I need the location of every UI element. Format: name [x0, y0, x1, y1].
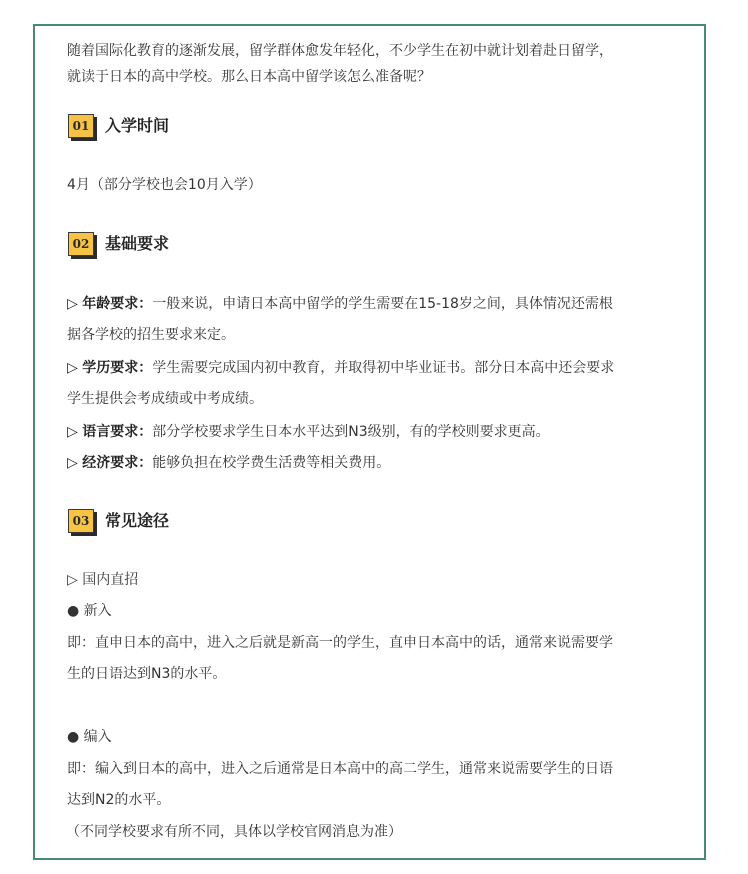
requirement-text: 一般来说，申请日本高中留学的学生需要在15-18岁之间，具体情况还需根 [152, 296, 613, 312]
route-new-entry-line-1: 即：直申日本的高中，进入之后就是新高一的学生，直申日本高中的话，通常来说需要学 [67, 635, 613, 651]
requirement-language [67, 421, 550, 443]
section-title: 入学时间 [105, 116, 170, 135]
section-number-badge: 01 [68, 114, 94, 138]
triangle-marker-icon: ▷ [67, 455, 78, 471]
routes-note: （不同学校要求有所不同，具体以学校官网消息为准） [66, 824, 402, 840]
route-new-entry-line-2: 生的日语达到N3的水平。 [67, 666, 227, 682]
requirement-text: 能够负担在校学费生活费等相关费用。 [152, 455, 391, 471]
triangle-marker-icon: ▷ [67, 424, 78, 440]
requirement-label: 学历要求： [82, 360, 153, 376]
requirement-age [67, 293, 613, 315]
requirement-label: 语言要求： [82, 424, 153, 440]
requirement-education [67, 357, 614, 379]
requirement-text: 学生需要完成国内初中教育，并取得初中毕业证书。部分日本高中还会要求 [152, 360, 615, 376]
requirement-finance [67, 452, 390, 474]
requirement-education-line-2: 学生提供会考成绩或中考成绩。 [67, 391, 263, 407]
admission-text: 4月（部分学校也会10月入学） [67, 177, 262, 193]
section-title: 常见途径 [105, 511, 170, 530]
requirement-text: 部分学校要求学生日本水平达到N3级别，有的学校则要求更高。 [152, 424, 550, 440]
triangle-marker-icon: ▷ [67, 296, 78, 312]
section-title: 基础要求 [105, 234, 170, 253]
intro-line-1: 随着国际化教育的逐渐发展，留学群体愈发年轻化，不少学生在初中就计划着赴日留学， [67, 43, 613, 59]
route-transfer-line-2: 达到N2的水平。 [67, 792, 171, 808]
route-new-entry-bullet: ● 新入 [67, 603, 112, 619]
requirement-label: 经济要求： [82, 455, 153, 471]
section-number-badge: 03 [68, 509, 94, 533]
triangle-marker-icon: ▷ [67, 360, 78, 376]
routes-heading: ▷ 国内直招 [67, 572, 139, 588]
route-transfer-line-1: 即：编入到日本的高中，进入之后通常是日本高中的高二学生，通常来说需要学生的日语 [67, 761, 613, 777]
section-number-badge: 02 [68, 232, 94, 256]
requirement-label: 年龄要求： [82, 296, 153, 312]
requirement-age-line-2: 据各学校的招生要求来定。 [67, 327, 235, 343]
route-transfer-bullet: ● 编入 [67, 729, 112, 745]
intro-line-2: 就读于日本的高中学校。那么日本高中留学该怎么准备呢？ [67, 69, 431, 85]
